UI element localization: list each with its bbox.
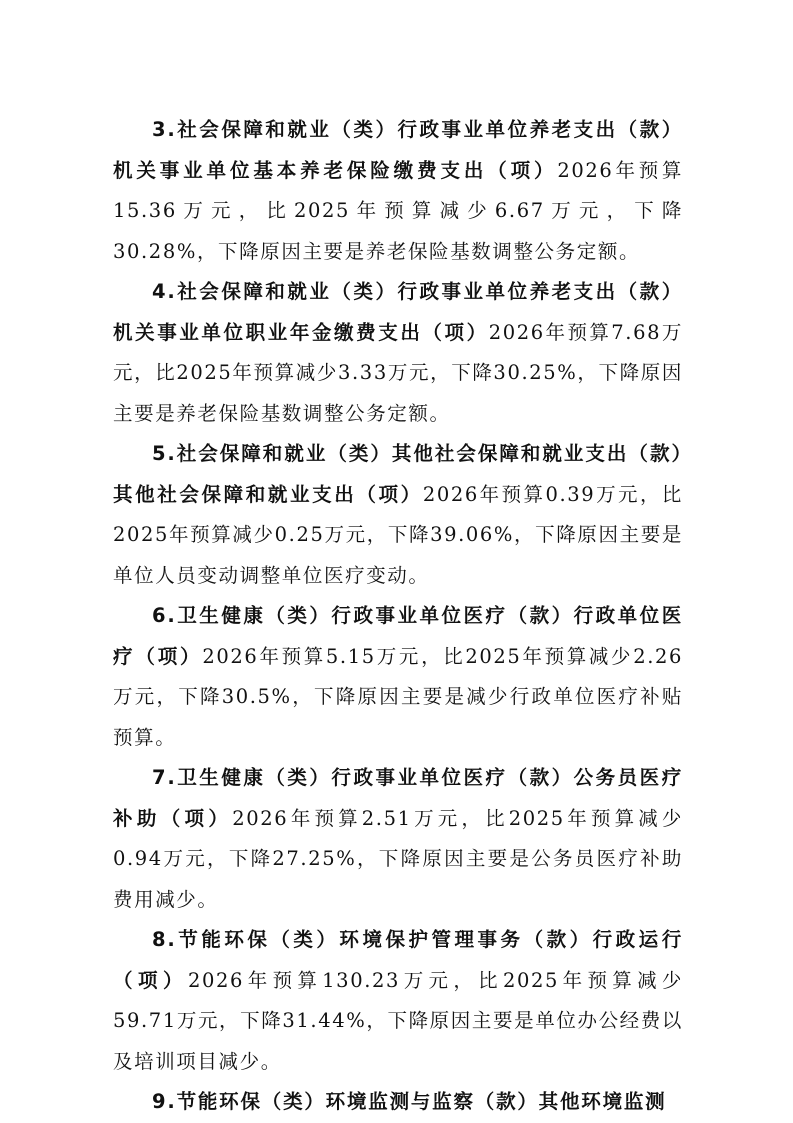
item-text: 2026年预算15.36万元，比2025年预算减少6.67万元，下降30.28%，下降原因主要是养老保险基数调整公务定额。 bbox=[113, 158, 684, 263]
item-heading: 5.社会保障和就业（类）其他社会保障和就业支出（款）其他社会保障和就业支出（项） bbox=[113, 442, 683, 506]
item-text: 2026年预算0.39万元，比2025年预算减少0.25万元，下降39.06%，下降原因主要是单位人员变动调整单位医疗变动。 bbox=[113, 482, 684, 587]
item-heading: 3.社会保障和就业（类）行政事业单位养老支出（款）机关事业单位基本养老保险缴费支出（项） bbox=[113, 118, 683, 182]
item-text: 2026年预算2.51万元，比2025年预算减少0.94万元，下降27.25%，下降原因主要是公务员医疗补助费用减少。 bbox=[113, 806, 683, 911]
item-text: 2026年预算7.68万元，比2025年预算减少3.33万元，下降30.25%，下降原因主要是养老保险基数调整公务定额。 bbox=[113, 320, 683, 425]
document-body bbox=[113, 110, 683, 1123]
item-text: 2026年预算130.23万元，比2025年预算减少59.71万元，下降31.44%，下降原因主要是单位办公经费以及培训项目减少。 bbox=[113, 968, 683, 1073]
paragraph-item-6 bbox=[113, 596, 683, 758]
item-heading: 8.节能环保（类）环境保护管理事务（款）行政运行（项） bbox=[113, 928, 683, 992]
item-heading: 7.卫生健康（类）行政事业单位医疗（款）公务员医疗补助（项） bbox=[113, 766, 683, 830]
paragraph-item-8 bbox=[113, 920, 683, 1082]
paragraph-item-7 bbox=[113, 758, 683, 920]
item-text: 2026年预算5.15万元，比2025年预算减少2.26万元，下降30.5%，下降原因主要是减少行政单位医疗补贴预算。 bbox=[113, 644, 684, 749]
item-heading: 6.卫生健康（类）行政事业单位医疗（款）行政单位医疗（项） bbox=[113, 604, 683, 668]
item-heading: 4.社会保障和就业（类）行政事业单位养老支出（款）机关事业单位职业年金缴费支出（项） bbox=[113, 280, 683, 344]
paragraph-item-4 bbox=[113, 272, 683, 434]
paragraph-item-5 bbox=[113, 434, 683, 596]
item-heading: 9.节能环保（类）环境监测与监察（款）其他环境监测 bbox=[152, 1090, 667, 1113]
paragraph-item-3 bbox=[113, 110, 683, 272]
paragraph-item-9 bbox=[113, 1082, 683, 1123]
